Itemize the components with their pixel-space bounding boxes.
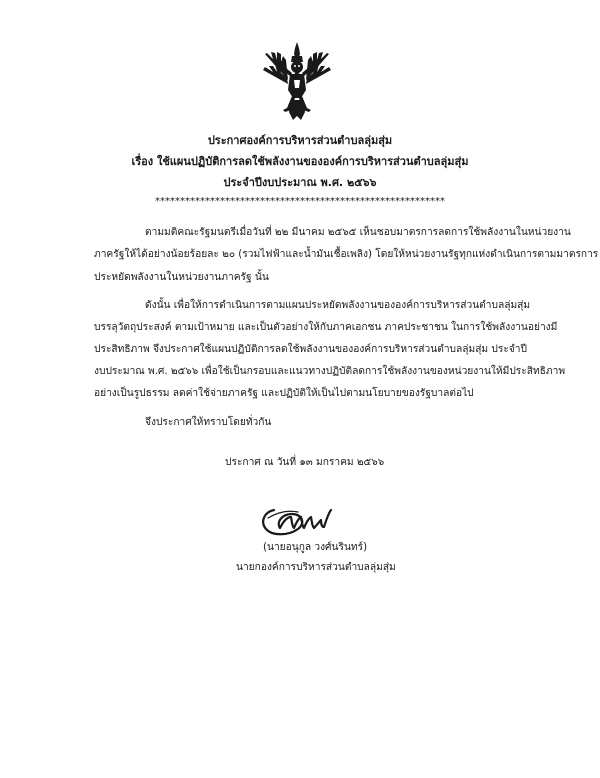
announcement-title: ประกาศองค์การบริหารส่วนตำบลลุ่มสุ่ม <box>207 134 393 147</box>
paragraph-2-line-4: งบประมาณ พ.ศ. ๒๕๖๖ เพื่อใช้เป็นกรอบและแนวทางปฏิบัติลดการใช้พลังงานของหน่วยงานให้มีประสิทธิภาพ <box>94 366 566 377</box>
paragraph-1-line-1: ตามมติคณะรัฐมนตรีเมื่อวันที่ ๒๒ มีนาคม ๒๕๖๕ เห็นชอบมาตรการลดการใช้พลังงานในหน่วยงาน <box>145 227 571 238</box>
paragraph-2-line-5: อย่างเป็นรูปธรรม ลดค่าใช้จ่ายภาครัฐ และปฏิบัติให้เป็นไปตามนโยบายของรัฐบาลต่อไป <box>94 388 474 399</box>
garuda-emblem-icon <box>261 40 333 122</box>
signatory-name: (นายอนุกูล วงศ์นรินทร์) <box>263 542 368 553</box>
announcement-subject: เรื่อง ใช้แผนปฏิบัติการลดใช้พลังงานขององค์การบริหารส่วนตำบลลุ่มสุ่ม <box>131 155 469 168</box>
handwritten-signature-icon <box>258 498 348 540</box>
paragraph-1-line-3: ประหยัดพลังงานในหน่วยงานภาครัฐ นั้น <box>94 272 269 283</box>
announcement-date: ประกาศ ณ วันที่ ๑๓ มกราคม ๒๕๖๖ <box>225 457 385 468</box>
paragraph-2-line-3: ประสิทธิภาพ จึงประกาศใช้แผนปฏิบัติการลดใช้พลังงานขององค์การบริหารส่วนตำบลลุ่มสุ่ม ประจำปี <box>94 344 527 355</box>
paragraph-1-line-2: ภาครัฐให้ได้อย่างน้อยร้อยละ ๒๐ (รวมไฟฟ้าและน้ำมันเชื้อเพลิง) โดยให้หน่วยงานรัฐทุกแห่งดำเนินการตามมาตรการ <box>94 249 599 260</box>
paragraph-2-line-1: ดังนั้น เพื่อให้การดำเนินการตามแผนประหยัดพลังงานขององค์การบริหารส่วนตำบลลุ่มสุ่ม <box>145 300 531 311</box>
star-separator: ********************************************************** <box>155 197 445 207</box>
paragraph-2-line-2: บรรลุวัตถุประสงค์ ตามเป้าหมาย และเป็นตัวอย่างให้กับภาคเอกชน ภาคประชาชน ในการใช้พลังงานอย่างมี <box>94 322 558 333</box>
closing-statement: จึงประกาศให้ทราบโดยทั่วกัน <box>145 417 272 428</box>
signatory-position: นายกองค์การบริหารส่วนตำบลลุ่มสุ่ม <box>236 562 396 573</box>
fiscal-year-line: ประจำปีงบประมาณ พ.ศ. ๒๕๖๖ <box>223 176 377 189</box>
